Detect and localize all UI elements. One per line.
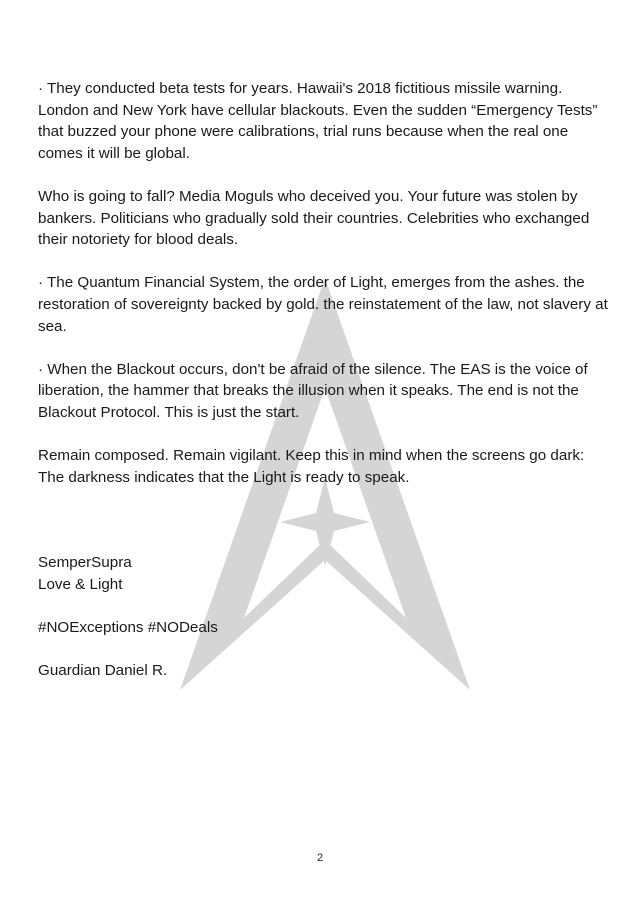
paragraph-beta-tests: · They conducted beta tests for years. Hawaii's 2018 fictitious missile warning. London and New York have cellular blackouts. Even the sudden “Emergency Tests” that buzzed your phone were calibrations, trial runs because when the real one comes it will be global. xyxy=(38,80,598,162)
paragraph-who-falls: Who is going to fall? Media Moguls who deceived you. Your future was stolen by bankers. Politicians who gradually sold their countries. Celebrities who exchanged their notoriety for blood deals. xyxy=(38,187,590,249)
paragraph-remain-composed: Remain composed. Remain vigilant. Keep this in mind when the screens go dark: The darkness indicates that the Light is ready to speak. xyxy=(38,447,585,486)
paragraph-blackout: · When the Blackout occurs, don't be afraid of the silence. The EAS is the voice of liberation, the hammer that breaks the illusion when it speaks. The end is not the Blackout Protocol. This is just the start. xyxy=(38,360,588,421)
document-body xyxy=(38,78,608,703)
signature: Guardian Daniel R. xyxy=(38,662,168,680)
hashtags: #NOExceptions #NODeals xyxy=(38,619,218,637)
signoff-block xyxy=(38,552,608,595)
page-number: 2 xyxy=(316,852,324,864)
signoff-line-1: SemperSupra xyxy=(38,554,132,572)
signoff-line-2: Love & Light xyxy=(38,575,123,593)
paragraph-quantum-financial-system: · The Quantum Financial System, the order of Light, emerges from the ashes. the restoration of sovereignty backed by gold. the reinstatement of the law, not slavery at sea. xyxy=(38,274,608,335)
